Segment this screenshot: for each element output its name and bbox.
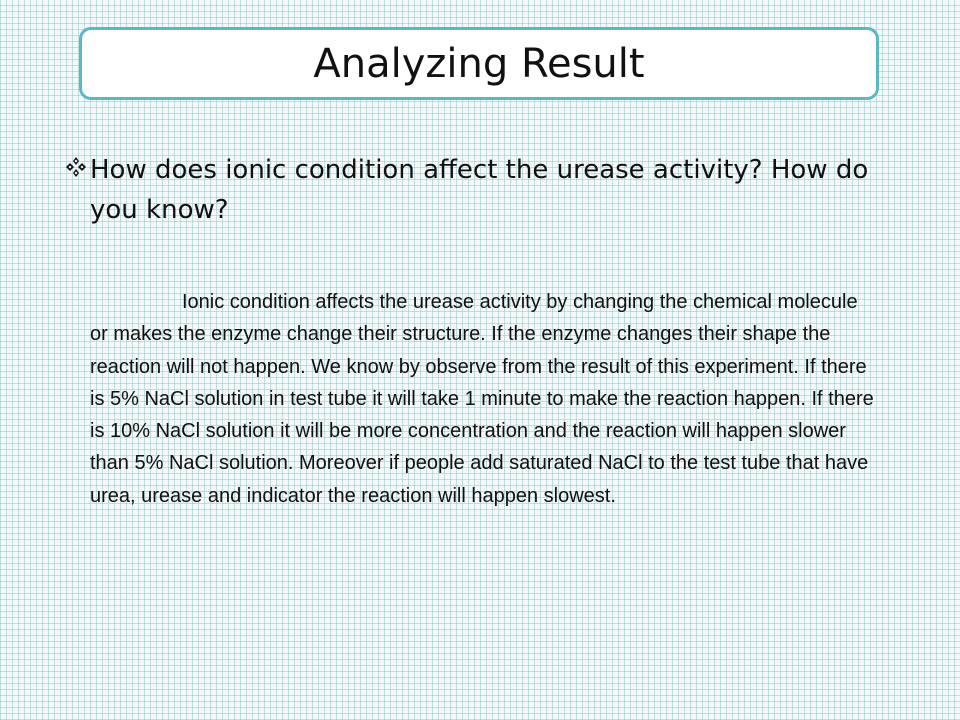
title-box <box>79 27 879 100</box>
question-bullet <box>62 150 912 230</box>
question-text: How does ionic condition affect the urease activity? How do you know? <box>90 155 869 225</box>
slide-title: Analyzing Result <box>313 40 645 87</box>
diamond-bullet-icon <box>62 153 90 181</box>
answer-paragraph: Ionic condition affects the urease activity by changing the chemical molecule or makes the enzyme change their structure. If the enzyme changes their shape the reaction will not happen. We know by observe from the result of this experiment. If there is 5% NaCl solution in test tube it will take 1 minute to make the reaction happen. If there is 10% NaCl solution it will be more concentration and the reaction will happen slower than 5% NaCl solution. Moreover if people add saturated NaCl to the test tube that have urea, urease and indicator the reaction will happen slowest. <box>90 291 874 507</box>
